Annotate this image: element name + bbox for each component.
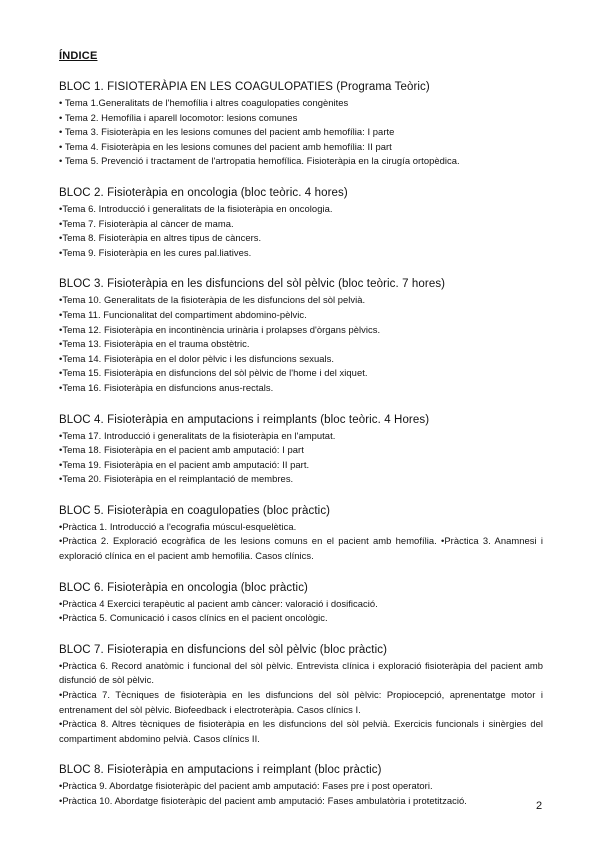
list-item: •Tema 19. Fisioteràpia en el pacient amb amputació: II part.: [59, 458, 310, 470]
bloc-5: [59, 504, 543, 564]
bloc-title: BLOC 2. Fisioteràpia en oncologia (bloc teòric. 4 hores): [59, 186, 348, 199]
index-heading: ÍNDICE: [59, 50, 98, 62]
bloc-title: BLOC 4. Fisioteràpia en amputacions i reimplants (bloc teòric. 4 Hores): [59, 413, 430, 426]
list-item: •Tema 9. Fisioteràpia en les cures pal.liatives.: [59, 246, 252, 258]
list-item: •Tema 13. Fisioteràpia en el trauma obstètric.: [59, 338, 250, 350]
list-item: •Pràctica 4 Exercici terapèutic al pacient amb càncer: valoració i dosificació.: [59, 597, 378, 609]
bloc-title: BLOC 5. Fisioteràpia en coagulopaties (bloc pràctic): [59, 504, 331, 517]
list-item: •Tema 16. Fisioteràpia en disfuncions anus-rectals.: [59, 381, 274, 393]
list-item: •Pràctica 7. Tècniques de fisioteràpia en les disfuncions del sòl pèlvic: Propiocepció, aprenentatge motor i entrenament del sòl pèlvic. Biofeedback i electroteràpia. Casos clínics I.: [59, 689, 543, 715]
list-item: •Tema 7. Fisioteràpia al càncer de mama.: [59, 217, 234, 229]
list-item: •Pràctica 5. Comunicació i casos clínics en el pacient oncològic.: [59, 612, 328, 624]
list-item: •Pràctica 6. Record anatòmic i funcional del sòl pèlvic. Entrevista clínica i exploració fisioteràpia del pacient amb disfunció de sòl pèlvic.: [59, 659, 543, 686]
list-item: •Tema 18. Fisioteràpia en el pacient amb amputació: I part: [59, 444, 304, 456]
bloc-6: [59, 581, 543, 626]
bloc-title: BLOC 3. Fisioteràpia en les disfuncions del sòl pèlvic (bloc teòric. 7 hores): [59, 278, 446, 291]
list-item: • Tema 3. Fisioteràpia en les lesions comunes del pacient amb hemofília: I parte: [59, 126, 395, 138]
bloc-title: BLOC 8. Fisioteràpia en amputacions i reimplant (bloc pràctic): [59, 764, 382, 777]
list-item: •Pràctica 1. Introducció a l'ecografia múscul-esquelètica.: [59, 520, 297, 532]
list-item: •Tema 6. Introducció i generalitats de la fisioteràpia en oncologia.: [59, 202, 333, 214]
list-item: • Tema 5. Prevenció i tractament de l'artropatia hemofílica. Fisioteràpia en la cirugía ortopèdica.: [59, 155, 460, 167]
bloc-2: [59, 186, 543, 260]
bloc-7: [59, 643, 543, 747]
bloc-3: [59, 277, 543, 395]
list-item: •Tema 14. Fisioteràpia en el dolor pèlvic i les disfuncions sexuals.: [59, 352, 335, 364]
list-item: •Tema 17. Introducció i generalitats de la fisioteràpia en l'amputat.: [59, 429, 336, 441]
bloc-title: BLOC 7. Fisioterapia en disfuncions del sòl pèlvic (bloc pràctic): [59, 643, 388, 656]
list-item: •Pràctica 10. Abordatge fisioteràpic del pacient amb amputació: Fases ambulatòria i protetització.: [59, 795, 467, 806]
list-item: •Pràctica 2. Exploració ecogràfica de les lesions comuns en el pacient amb hemofília. •Pràctica 3. Anamnesi i exploració clínica en el pacient amb hemofilia. Casos clínics.: [59, 535, 543, 562]
bloc-1: [59, 80, 543, 169]
list-item: •Pràctica 9. Abordatge fisioteràpic del pacient amb amputació: Fases pre i post operatori.: [59, 780, 433, 792]
list-item: • Tema 1.Generalitats de l'hemofília i altres coagulopaties congènites: [59, 97, 349, 108]
bloc-8: [59, 763, 543, 808]
page-number: 2: [536, 800, 543, 812]
list-item: •Tema 10. Generalitats de la fisioteràpia de les disfuncions del sòl pelvià.: [59, 294, 366, 306]
list-item: • Tema 4. Fisioteràpia en les lesions comunes del pacient amb hemofília: II part: [59, 140, 392, 152]
list-item: •Tema 11. Funcionalitat del compartiment abdomino-pèlvic.: [59, 308, 307, 320]
list-item: •Tema 15. Fisioteràpia en disfuncions del sòl pèlvic de l'home i del xiquet.: [59, 367, 368, 379]
list-item: • Tema 2. Hemofília i aparell locomotor: lesions comunes: [59, 111, 298, 123]
bloc-4: [59, 413, 543, 487]
bloc-title: BLOC 1. FISIOTERÀPIA EN LES COAGULOPATIES (Programa Teòric): [59, 81, 430, 93]
list-item: •Tema 20. Fisioteràpia en el reimplantació de membres.: [59, 473, 294, 485]
index-content: [59, 80, 543, 826]
list-item: •Tema 8. Fisioteràpia en altres tipus de càncers.: [59, 232, 262, 244]
bloc-title: BLOC 6. Fisioteràpia en oncologia (bloc pràctic): [59, 581, 308, 594]
list-item: •Pràctica 8. Altres tècniques de fisioteràpia en les disfuncions del sòl pelvià. Exercicis funcionals i sinèrgies del compartiment abdomino pelvià. Casos clínics II.: [59, 718, 543, 744]
list-item: •Tema 12. Fisioteràpia en incontinència urinària i prolapses d'òrgans pèlvics.: [59, 323, 381, 335]
